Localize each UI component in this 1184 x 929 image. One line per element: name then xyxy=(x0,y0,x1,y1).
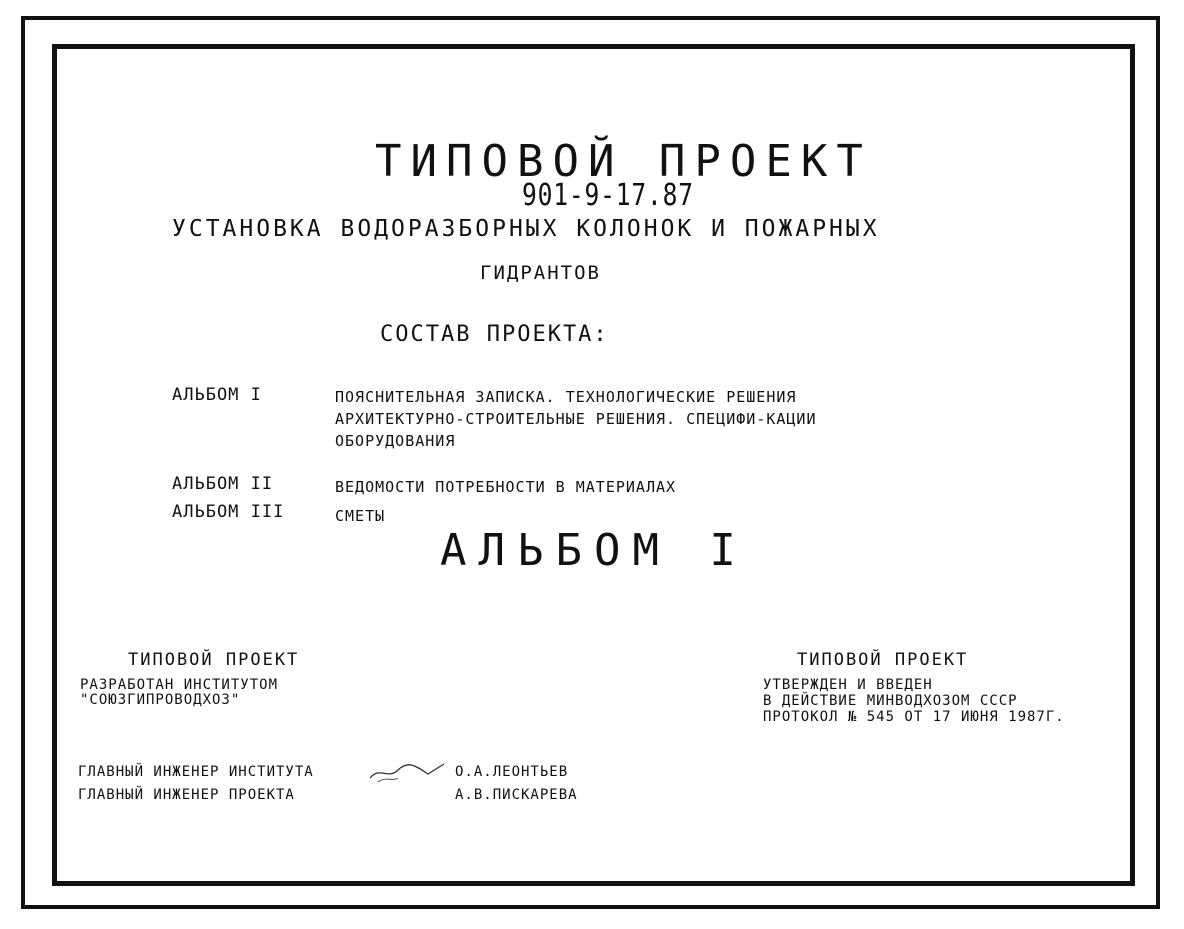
album-2-description: ВЕДОМОСТИ ПОТРЕБНОСТИ В МАТЕРИАЛАХ xyxy=(335,478,677,496)
approval-line1: УТВЕРЖДЕН И ВВЕДЕН xyxy=(763,677,933,693)
album-1-label: АЛЬБОМ I xyxy=(172,385,262,405)
contents-heading: СОСТАВ ПРОЕКТА: xyxy=(380,322,609,347)
signature-2-name: А.В.ПИСКАРЕВА xyxy=(455,787,578,803)
signature-2-role: ГЛАВНЫЙ ИНЖЕНЕР ПРОЕКТА xyxy=(78,787,295,803)
approval-line2: В ДЕЙСТВИЕ МИНВОДХОЗОМ СССР xyxy=(763,693,1018,709)
album-3-description: СМЕТЫ xyxy=(335,507,386,525)
project-subject-line1: УСТАНОВКА ВОДОРАЗБОРНЫХ КОЛОНОК И ПОЖАРНЫХ xyxy=(172,216,880,242)
album-1-description: ПОЯСНИТЕЛЬНАЯ ЗАПИСКА. ТЕХНОЛОГИЧЕСКИЕ РЕШЕНИЯ АРХИТЕКТУРНО-СТРОИТЕЛЬНЫЕ РЕШЕНИЯ. СПЕЦИФИ-КАЦИИ ОБОРУДОВАНИЯ xyxy=(335,388,817,450)
album-3-label: АЛЬБОМ III xyxy=(172,502,285,522)
approval-heading: ТИПОВОЙ ПРОЕКТ xyxy=(797,650,969,670)
signature-1-role: ГЛАВНЫЙ ИНЖЕНЕР ИНСТИТУТА xyxy=(78,764,314,780)
handwritten-signature xyxy=(368,760,448,784)
project-number: 901-9-17.87 xyxy=(522,178,694,213)
developer-line2: "СОЮЗГИПРОВОДХОЗ" xyxy=(80,692,241,708)
approval-line3: ПРОТОКОЛ № 545 ОТ 17 ИЮНЯ 1987Г. xyxy=(763,709,1065,725)
developer-line1: РАЗРАБОТАН ИНСТИТУТОМ xyxy=(80,677,279,693)
current-album-title: АЛЬБОМ I xyxy=(440,525,748,576)
album-2-label: АЛЬБОМ II xyxy=(172,474,274,494)
signature-1-name: О.А.ЛЕОНТЬЕВ xyxy=(455,764,569,780)
project-subject-line2: ГИДРАНТОВ xyxy=(480,262,601,284)
developer-heading: ТИПОВОЙ ПРОЕКТ xyxy=(128,650,300,670)
document-title: ТИПОВОЙ ПРОЕКТ xyxy=(375,136,872,187)
